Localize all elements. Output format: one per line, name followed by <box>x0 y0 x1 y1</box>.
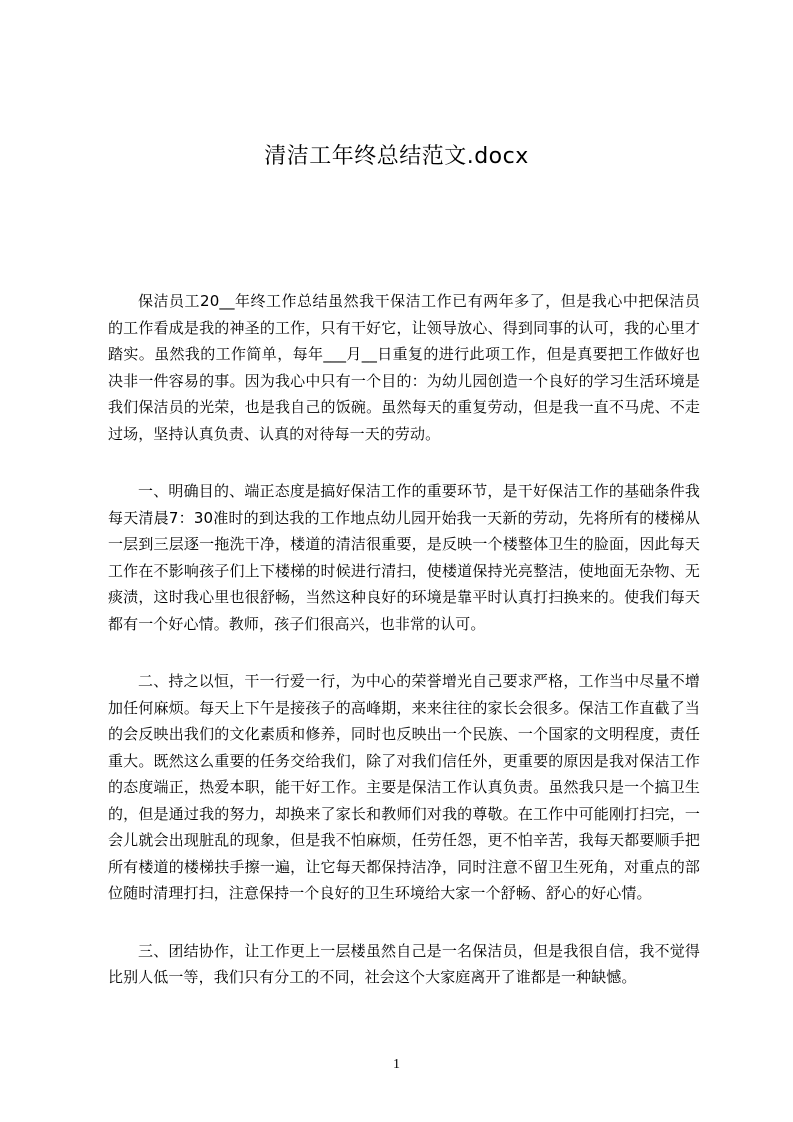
document-body <box>108 288 700 1022</box>
paragraph-section-2: 二、持之以恒，干一行爱一行，为中心的荣誉增光自己要求严格，工作当中尽量不增加任何麻烦。每天上下午是接孩子的高峰期，来来往往的家长会很多。保洁工作直截了当的会反映出我们的文化素质和修养，同时也反映出一个民族、一个国家的文明程度，责任重大。既然这么重要的任务交给我们，除了对我们信任外，更重要的原因是我对保洁工作的态度端正，热爱本职，能干好工作。主要是保洁工作认真负责。虽然我只是一个搞卫生的，但是通过我的努力，却换来了家长和教师们对我的尊敬。在工作中可能刚打扫完，一会儿就会出现脏乱的现象，但是我不怕麻烦，任劳任怨，更不怕辛苦，我每天都要顺手把所有楼道的楼梯扶手擦一遍，让它每天都保持洁净，同时注意不留卫生死角，对重点的部位随时清理打扫，注意保持一个良好的卫生环境给大家一个舒畅、舒心的好心情。 <box>108 672 700 902</box>
paragraph-section-3: 三、团结协作，让工作更上一层楼虽然自己是一名保洁员，但是我很自信，我不觉得比别人低一等，我们只有分工的不同，社会这个大家庭离开了谁都是一种缺憾。 <box>108 941 700 986</box>
page-number: 1 <box>393 1057 400 1072</box>
paragraph-intro: 保洁员工20__年终工作总结虽然我干保洁工作已有两年多了，但是我心中把保洁员的工作看成是我的神圣的工作，只有干好它，让领导放心、得到同事的认可，我的心里才踏实。虽然我的工作简单，每年___月__日重复的进行此项工作，但是真要把工作做好也决非一件容易的事。因为我心中只有一个目的：为幼儿园创造一个良好的学习生活环境是我们保洁员的光荣，也是我自己的饭碗。虽然每天的重复劳动，但是我一直不马虎、不走过场，坚持认真负责、认真的对待每一天的劳动。 <box>108 292 700 443</box>
document-title: 清洁工年终总结范文.docx <box>264 144 529 169</box>
paragraph-section-1: 一、明确目的、端正态度是搞好保洁工作的重要环节，是干好保洁工作的基础条件我每天清晨7：30准时的到达我的工作地点幼儿园开始我一天新的劳动，先将所有的楼梯从一层到三层逐一拖洗干净，楼道的清洁很重要，是反映一个楼整体卫生的脸面，因此每天工作在不影响孩子们上下楼梯的时候进行清扫，使楼道保持光亮整洁，使地面无杂物、无痰渍，这时我心里也很舒畅，当然这种良好的环境是靠平时认真打扫换来的。使我们每天都有一个好心情。教师，孩子们很高兴，也非常的认可。 <box>108 482 700 633</box>
